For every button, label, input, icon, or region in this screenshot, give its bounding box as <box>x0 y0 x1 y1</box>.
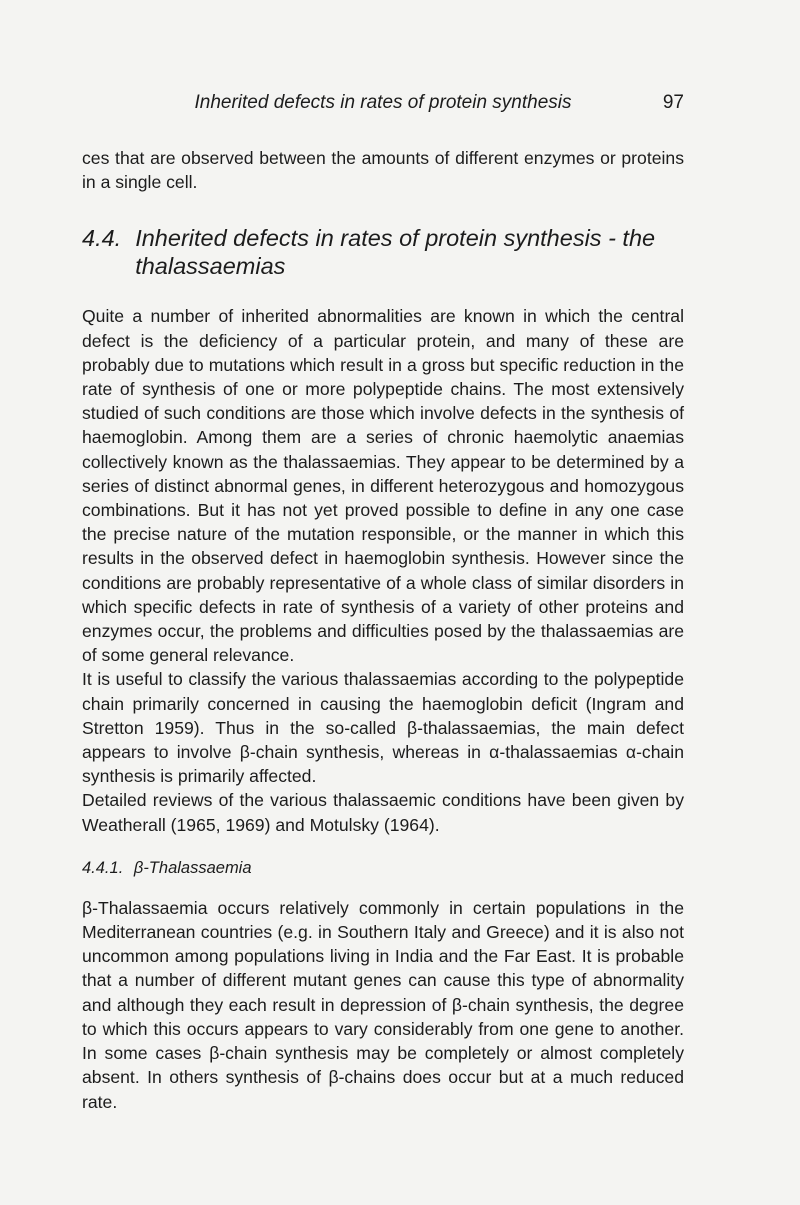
book-page <box>82 92 684 1114</box>
body-paragraph: Detailed reviews of the various thalassaemic conditions have been given by Weatherall (1965, 1969) and Motulsky (1964). <box>82 790 684 835</box>
continuation-paragraph: ces that are observed between the amounts of different enzymes or proteins in a single cell. <box>82 148 684 193</box>
running-head <box>82 92 684 120</box>
subsection-heading <box>82 859 684 878</box>
section-title: Inherited defects in rates of protein synthesis - the thalassaemias <box>135 225 656 280</box>
subsection-number: 4.4.1. <box>82 858 124 877</box>
running-head-title: Inherited defects in rates of protein synthesis <box>194 92 572 113</box>
body-paragraph: β-Thalassaemia occurs relatively commonly in certain populations in the Mediterranean countries (e.g. in Southern Italy and Greece) and it is also not uncommon among populations living in India and the Far East. It is probable that a number of different mutant genes can cause this type of abnormality and although they each result in depression of β-chain synthesis, the degree to which this occurs appears to vary considerably from one gene to another. In some cases β-chain synthesis may be completely or almost completely absent. In others synthesis of β-chains does occur but at a much reduced rate. <box>82 897 684 1112</box>
section-heading <box>82 224 684 280</box>
body-paragraph: It is useful to classify the various thalassaemias according to the polypeptide chain primarily concerned in causing the haemoglobin deficit (Ingram and Stretton 1959). Thus in the so-called β-thalassaemias, the main defect appears to involve β-chain synthesis, whereas in α-thalassaemias α-chain synthesis is primarily affected. <box>82 669 684 787</box>
subsection-title: β-Thalassaemia <box>133 858 252 877</box>
section-number: 4.4. <box>82 225 122 252</box>
page-number: 97 <box>662 92 684 113</box>
body-paragraph: Quite a number of inherited abnormalities are known in which the central defect is the deficiency of a particular protein, and many of these are probably due to mutations which result in a gross but specific reduction in the rate of synthesis of one or more polypeptide chains. The most extensively studied of such conditions are those which involve defects in the synthesis of haemoglobin. Among them are a series of chronic haemolytic anaemias collectively known as the thalassaemias. They appear to be determined by a series of distinct abnormal genes, in different heterozygous and homozygous combinations. But it has not yet proved possible to define in any one case the precise nature of the mutation responsible, or the manner in which this results in the observed defect in haemoglobin synthesis. However since the conditions are probably representative of a whole class of similar disorders in which specific defects in rate of synthesis of a variety of other proteins and enzymes occur, the problems and difficulties posed by the thalassaemias are of some general relevance. <box>82 306 684 666</box>
